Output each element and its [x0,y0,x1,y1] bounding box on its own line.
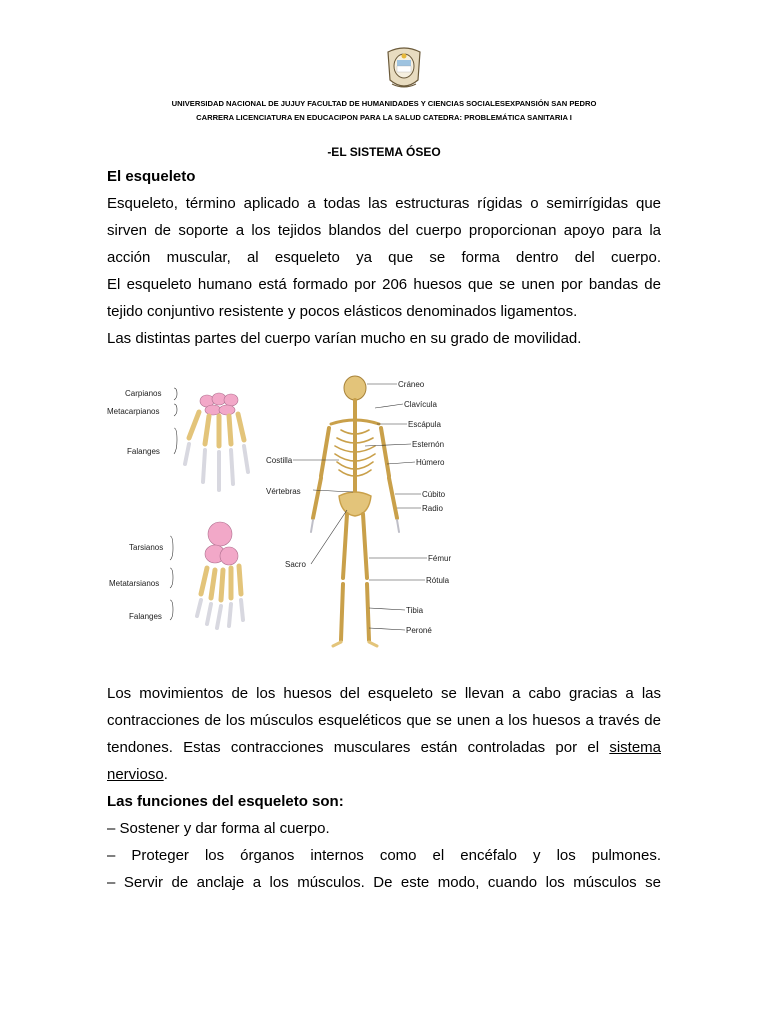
label-humero: Húmero [416,458,445,467]
paragraph-line: contracciones de los músculos esqueléticos que se unen a los huesos a través de [107,712,661,729]
label-vertebras: Vértebras [266,487,301,496]
paragraph-line: Las distintas partes del cuerpo varían mucho en su grado de movilidad. [107,330,582,347]
section-skeleton-intro [107,163,661,352]
paragraph-line: sirven de soporte a los tejidos blandos del cuerpo proporcionan apoyo para la [107,222,661,239]
full-skeleton-drawing [311,376,399,646]
paragraph-line: Los movimientos de los huesos del esqueleto se llevan a cabo gracias a las [107,685,661,702]
section-skeleton-movements [107,680,661,896]
label-femur: Fémur [428,554,452,563]
paragraph-line: acción muscular, al esqueleto ya que se forma dentro del cuerpo. [107,249,661,266]
paragraph-text: tendones. Estas contracciones musculares están controladas por el [107,739,600,756]
label-esternon: Esternón [412,440,445,449]
label-clavicula: Clavícula [404,400,437,409]
label-escapula: Escápula [408,420,441,429]
label-sacro: Sacro [285,560,306,569]
label-radio: Radio [422,504,443,513]
function-item: – Sostener y dar forma al cuerpo. [107,820,330,837]
paragraph-line: tejido conjuntivo resistente y pocos elásticos denominados ligamentos. [107,303,578,320]
document-title: -EL SISTEMA ÓSEO [327,145,441,159]
label-rotula: Rótula [426,576,450,585]
foot-bones-drawing [170,522,243,628]
label-craneo: Cráneo [398,380,425,389]
function-item: – Servir de anclaje a los músculos. De este modo, cuando los músculos se [107,874,661,891]
header-university-line: UNIVERSIDAD NACIONAL DE JUJUY FACULTAD DE HUMANIDADES Y CIENCIAS SOCIALESEXPANSIÓN SAN PEDRO [171,99,597,108]
paragraph-line [107,734,661,761]
university-seal-logo [382,44,426,94]
paragraph-line [107,761,661,788]
label-cubito: Cúbito [422,490,446,499]
link-sistema-nervioso[interactable]: sistema [609,739,661,756]
header-career-line: CARRERA LICENCIATURA EN EDUCACIPON PARA LA SALUD CATEDRA: PROBLEMÁTICA SANITARIA I [196,113,572,122]
section-heading: El esqueleto [107,168,196,185]
paragraph-line: El esqueleto humano está formado por 206 huesos que se unen por bandas de [107,276,661,293]
functions-heading: Las funciones del esqueleto son: [107,793,344,810]
label-metatarsianos: Metatarsianos [109,579,160,588]
link-sistema-nervioso-continued[interactable]: nervioso [107,766,164,783]
paragraph-text: . [163,766,168,783]
label-costilla: Costilla [266,456,293,465]
label-falanges-hand: Falanges [127,447,160,456]
hand-bones-drawing [174,388,248,490]
function-item: – Proteger los órganos internos como el encéfalo y los pulmones. [107,847,661,864]
label-perone: Peroné [406,626,432,635]
label-tibia: Tibia [406,606,424,615]
label-falanges-foot: Falanges [129,612,162,621]
label-carpianos: Carpianos [125,389,162,398]
label-tarsianos: Tarsianos [129,543,164,552]
label-metacarpianos: Metacarpianos [107,407,160,416]
paragraph-line: Esqueleto, término aplicado a todas las estructuras rígidas o semirrígidas que [107,195,661,212]
skeleton-illustration [107,372,452,664]
